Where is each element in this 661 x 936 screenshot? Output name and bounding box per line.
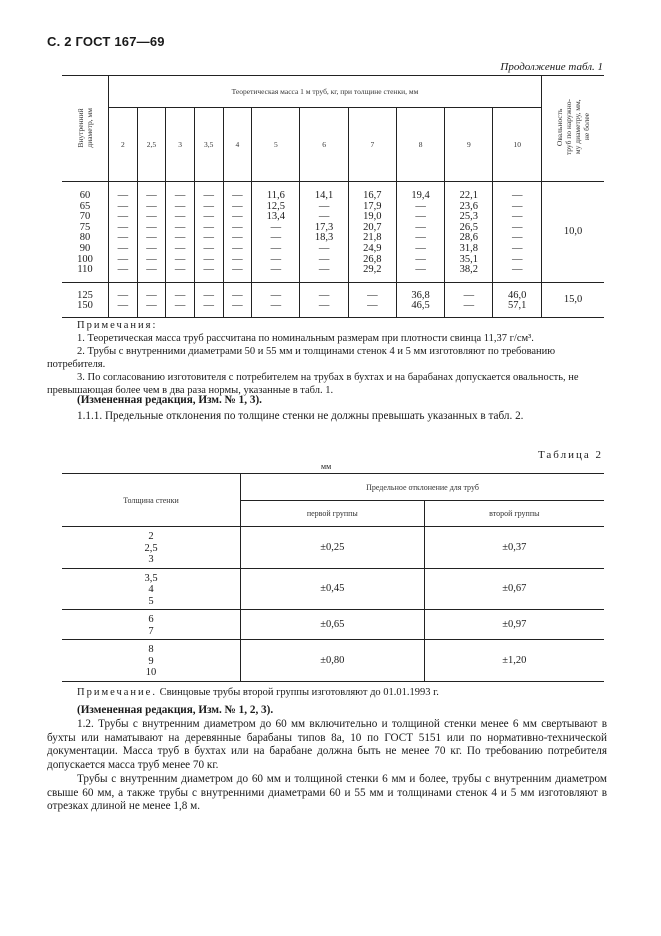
thickness-value: 2 [148, 531, 154, 542]
mass-value: — [146, 242, 157, 254]
mass-value: 35,1 [459, 253, 479, 265]
thickness-value: 3 [148, 554, 154, 565]
mass-value: — [117, 200, 129, 212]
mass-value: — [232, 264, 243, 276]
header-thickness-col: 5 [252, 108, 300, 182]
edit-note-1: (Измененная редакция, Изм. № 1, 3). [77, 394, 262, 406]
tolerance-table [62, 473, 604, 682]
mass-value: — [367, 289, 378, 301]
mass-value: — [511, 242, 523, 254]
second-group-tolerance: ±0,67 [424, 568, 604, 610]
header-thickness-col: 3 [166, 108, 195, 182]
table-row [62, 527, 604, 569]
mass-cell [166, 282, 195, 317]
mass-value: 31,8 [459, 242, 479, 254]
mass-value: 26,5 [459, 221, 479, 233]
mass-value: — [203, 211, 214, 223]
mass-value: — [463, 300, 475, 312]
header-thickness-col: 2,5 [137, 108, 166, 182]
mass-value: — [174, 190, 186, 201]
mass-value: — [146, 232, 157, 244]
mass-value: 26,8 [363, 253, 382, 265]
mass-value: — [174, 221, 186, 233]
header-thickness-col: 3,5 [194, 108, 223, 182]
table-row [62, 610, 604, 640]
mass-value: — [232, 232, 243, 244]
header-second-group: второй группы [424, 501, 604, 527]
mass-cell [137, 182, 166, 283]
mass-value: 57,1 [508, 300, 527, 312]
mass-value: — [318, 242, 330, 254]
mass-value: — [117, 289, 129, 301]
mass-value: 17,9 [363, 200, 382, 212]
mass-table [62, 75, 604, 318]
mass-value: — [117, 190, 129, 201]
mass-value: — [415, 200, 426, 212]
mass-value: 22,1 [459, 190, 479, 201]
mass-value: — [415, 232, 426, 244]
mass-cell [348, 182, 396, 283]
table2-unit: мм [321, 462, 332, 471]
mass-value: — [415, 264, 426, 276]
mass-value: 28,6 [459, 232, 479, 244]
header-first-group: первой группы [241, 501, 425, 527]
mass-value: — [232, 211, 243, 223]
table2-caption: Таблица 2 [537, 449, 603, 461]
diameter-cell [62, 182, 109, 283]
mass-value: 17,3 [314, 221, 334, 233]
first-group-tolerance: ±0,45 [241, 568, 425, 610]
mass-cell [109, 182, 138, 283]
mass-value: — [117, 253, 129, 265]
mass-cell [137, 282, 166, 317]
paragraph-1-2: 1.2. Трубы с внутренним диаметром до 60 мм включительно и толщиной стенки менее 6 мм свертывают в бухты или наматывают на деревянные барабаны типов 8а, 10 по ГОСТ 5151 или по нормативно-технической документации. Масса труб в бухтах или на барабане должна быть не менее 70 кг. По требованию потребителя допускается масса труб менее 70 кг. [47, 718, 607, 771]
mass-value: — [232, 190, 243, 201]
mass-cell [348, 282, 396, 317]
header-thickness-col: 7 [348, 108, 396, 182]
mass-value: 14,1 [314, 190, 334, 201]
mass-value: — [117, 232, 129, 244]
mass-value: — [232, 289, 243, 301]
mass-cell [194, 282, 223, 317]
edit-note-2: (Измененная редакция, Изм. № 1, 2, 3). [77, 704, 274, 716]
thickness-value: 10 [145, 667, 157, 678]
thickness-value: 4 [148, 584, 154, 595]
first-group-tolerance: ±0,80 [241, 640, 425, 682]
mass-value: 25,3 [459, 211, 479, 223]
thickness-cell [62, 640, 241, 682]
diameter-value: 75 [79, 221, 91, 233]
table-row-group [62, 282, 604, 317]
thickness-value: 7 [148, 625, 154, 637]
mass-value: — [117, 300, 129, 312]
second-group-tolerance: ±0,37 [424, 527, 604, 569]
diameter-value: 70 [79, 211, 91, 223]
mass-value: — [511, 264, 523, 276]
thickness-value: 6 [148, 614, 154, 625]
mass-value: — [270, 253, 282, 265]
notes-title: Примечания: [77, 320, 158, 331]
mass-value: 21,8 [363, 232, 382, 244]
first-group-tolerance: ±0,65 [241, 610, 425, 640]
note-2: Примечание. Свинцовые трубы второй группы изготовляют до 01.01.1993 г. [77, 687, 439, 698]
mass-value: — [232, 300, 243, 312]
mass-value: — [117, 264, 129, 276]
mass-cell [300, 182, 348, 283]
header-thickness-col: 6 [300, 108, 348, 182]
mass-value: — [203, 200, 214, 212]
mass-value: 46,5 [411, 300, 430, 312]
mass-value: — [318, 200, 330, 212]
mass-cell [493, 282, 542, 317]
header-thickness-col: 4 [223, 108, 252, 182]
mass-cell [445, 282, 493, 317]
header-tolerance-group: Предельное отклонение для труб [241, 474, 605, 501]
mass-value: — [174, 300, 186, 312]
mass-value: — [203, 221, 214, 233]
ovality-value: 15,0 [542, 282, 605, 317]
mass-value: — [270, 232, 282, 244]
mass-value: — [318, 253, 330, 265]
diameter-value: 65 [79, 200, 91, 212]
mass-value: 29,2 [363, 264, 382, 276]
table-continuation-label: Продолжение табл. 1 [500, 61, 603, 73]
mass-cell [109, 282, 138, 317]
mass-cell [194, 182, 223, 283]
mass-value: — [270, 264, 282, 276]
diameter-cell [62, 282, 109, 317]
mass-value: 11,6 [266, 190, 285, 201]
mass-value: — [232, 253, 243, 265]
thickness-value: 3,5 [144, 572, 158, 584]
thickness-value: 8 [148, 644, 154, 655]
mass-value: — [232, 242, 243, 254]
mass-value: 23,6 [459, 200, 479, 212]
mass-value: — [174, 200, 186, 212]
thickness-cell [62, 610, 241, 640]
mass-value: — [415, 242, 426, 254]
mass-value: — [203, 300, 214, 312]
mass-value: — [203, 232, 214, 244]
diameter-value: 110 [77, 264, 93, 276]
mass-value: — [117, 242, 129, 254]
mass-value: — [367, 300, 378, 312]
mass-value: — [146, 289, 157, 301]
mass-value: — [318, 211, 330, 223]
mass-value: — [511, 190, 523, 201]
mass-value: 19,4 [411, 190, 430, 201]
mass-cell [223, 182, 252, 283]
page-title: С. 2 ГОСТ 167—69 [47, 34, 165, 49]
mass-cell [166, 182, 195, 283]
mass-value: — [270, 289, 282, 301]
mass-value: 20,7 [363, 221, 382, 233]
paragraph-1-1-1: 1.1.1. Предельные отклонения по толщине стенки не должны превышать указанных в табл. 2. [77, 410, 524, 422]
thickness-cell [62, 527, 241, 569]
mass-value: — [511, 221, 523, 233]
mass-value: — [174, 264, 186, 276]
diameter-value: 90 [79, 242, 91, 254]
thickness-value: 2,5 [144, 542, 158, 554]
header-thickness-col: 9 [445, 108, 493, 182]
mass-value: — [270, 221, 282, 233]
mass-value: — [511, 232, 523, 244]
mass-value: — [232, 200, 243, 212]
mass-value: — [146, 300, 157, 312]
header-mass-group: Теоретическая масса 1 м труб, кг, при толщине стенки, мм [109, 76, 542, 108]
mass-value: — [318, 300, 330, 312]
mass-value: 13,4 [266, 211, 286, 223]
mass-cell [252, 282, 300, 317]
table-row-group [62, 182, 604, 283]
diameter-value: 125 [77, 289, 93, 301]
mass-value: — [511, 253, 523, 265]
mass-cell [300, 282, 348, 317]
diameter-value: 80 [79, 232, 91, 244]
thickness-cell [62, 568, 241, 610]
mass-cell [493, 182, 542, 283]
paragraph-1-2-cont: Трубы с внутренним диаметром до 60 мм и толщиной стенки 6 мм и более, трубы с внутренним диаметром свыше 60 мм, а также трубы с внутренними диаметрами 60 и 55 мм и толщинами стенок 4 и 5 мм изготовляют в отрезках длиной не менее 1,8 м. [47, 773, 607, 812]
note-item: 1. Теоретическая масса труб рассчитана по номинальным размерам при плотности свинца 11,37 г/см³. [77, 333, 534, 344]
mass-value: — [174, 232, 186, 244]
header-ovality: Овальность труб по наружно- му диаметру, мм, не более [542, 76, 605, 182]
mass-value: — [415, 253, 426, 265]
mass-value: — [463, 289, 475, 301]
diameter-value: 150 [77, 300, 93, 312]
mass-value: 24,9 [363, 242, 382, 254]
table-row [62, 640, 604, 682]
mass-value: — [203, 264, 214, 276]
mass-value: — [146, 200, 157, 212]
mass-value: — [174, 289, 186, 301]
mass-value: — [511, 200, 523, 212]
mass-value: — [318, 264, 330, 276]
mass-value: 12,5 [266, 200, 286, 212]
mass-value: — [146, 190, 157, 201]
notes-block-1 [47, 319, 607, 397]
mass-value: 18,3 [314, 232, 334, 244]
second-group-tolerance: ±1,20 [424, 640, 604, 682]
header-thickness-col: 10 [493, 108, 542, 182]
mass-cell [223, 282, 252, 317]
diameter-value: 100 [77, 253, 93, 265]
second-group-tolerance: ±0,97 [424, 610, 604, 640]
header-inner-diameter: Внутренний диаметр, мм [62, 76, 109, 182]
mass-value: — [174, 253, 186, 265]
mass-value: 46,0 [508, 289, 527, 301]
mass-value: 19,0 [363, 211, 382, 223]
mass-value: — [415, 211, 426, 223]
mass-cell [396, 182, 444, 283]
mass-cell [396, 282, 444, 317]
mass-value: 16,7 [363, 190, 382, 201]
thickness-value: 5 [148, 595, 154, 607]
mass-value: — [146, 221, 157, 233]
mass-value: 36,8 [411, 289, 430, 301]
mass-cell [445, 182, 493, 283]
mass-value: 38,2 [459, 264, 479, 276]
mass-value: — [146, 211, 157, 223]
mass-value: — [174, 242, 186, 254]
mass-value: — [146, 264, 157, 276]
mass-value: — [203, 253, 214, 265]
note-item: 2. Трубы с внутренними диаметрами 50 и 55 мм и толщинами стенок 4 и 5 мм изготовляют по требованию потребителя. [47, 346, 556, 370]
first-group-tolerance: ±0,25 [241, 527, 425, 569]
mass-value: — [146, 253, 157, 265]
mass-value: — [511, 211, 523, 223]
mass-value: — [174, 211, 186, 223]
header-thickness: Толщина стенки [62, 474, 241, 527]
mass-value: — [415, 221, 426, 233]
mass-value: — [270, 242, 282, 254]
header-thickness-col: 2 [109, 108, 138, 182]
mass-value: — [203, 289, 214, 301]
note-item: 3. По согласованию изготовителя с потребителем на трубах в бухтах и на барабанах допускается овальность, не превышающая более чем в два раза нормы, указанные в табл. 1. [47, 372, 579, 396]
thickness-value: 9 [148, 655, 154, 667]
ovality-value: 10,0 [542, 182, 605, 283]
mass-value: — [203, 190, 214, 201]
diameter-value: 60 [79, 190, 91, 201]
mass-value: — [203, 242, 214, 254]
mass-value: — [232, 221, 243, 233]
table-row [62, 568, 604, 610]
mass-value: — [117, 221, 129, 233]
mass-value: — [318, 289, 330, 301]
mass-cell [252, 182, 300, 283]
mass-value: — [117, 211, 129, 223]
header-thickness-col: 8 [396, 108, 444, 182]
mass-value: — [270, 300, 282, 312]
